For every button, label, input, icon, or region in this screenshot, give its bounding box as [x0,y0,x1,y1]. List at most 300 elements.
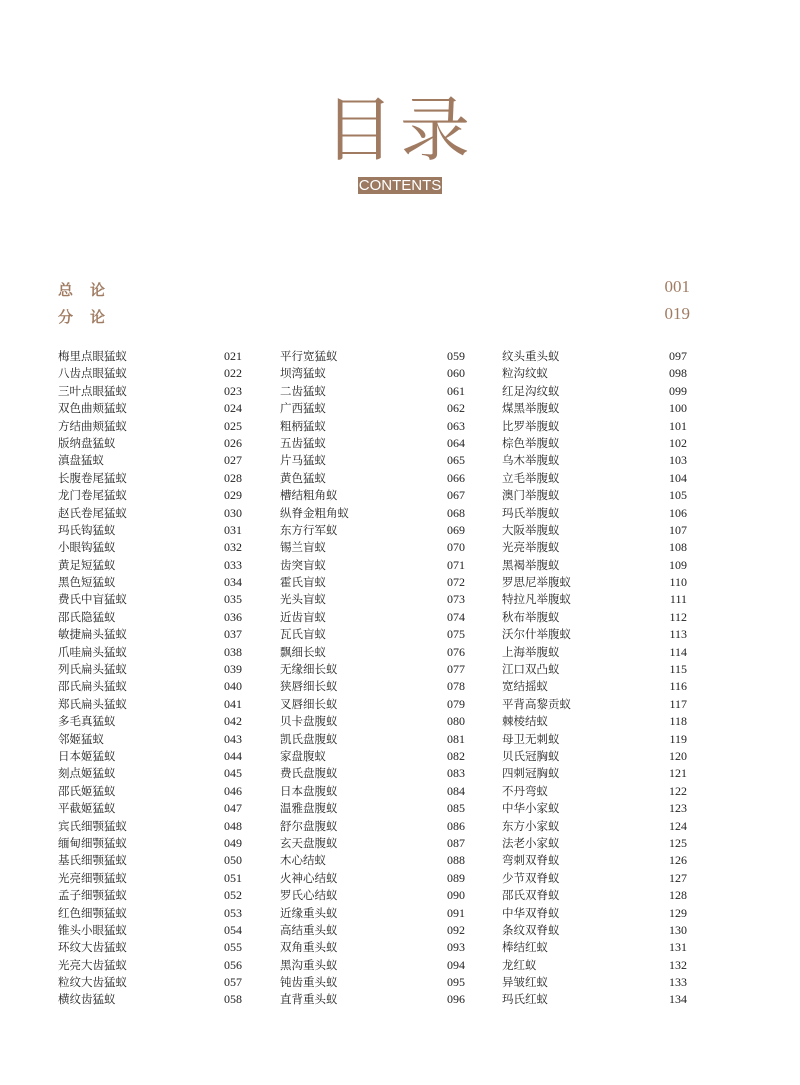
toc-entry-title: 郑氏扁头猛蚁 [58,696,127,711]
toc-entry[interactable] [502,557,687,574]
toc-entry[interactable] [502,731,687,748]
toc-entry-title: 瓦氏盲蚁 [280,627,326,642]
toc-entry[interactable] [280,696,465,713]
toc-entry-page-number: 133 [669,975,687,990]
toc-entry-page-number: 060 [447,366,465,381]
toc-entry-page-number: 103 [669,453,687,468]
section-label: 总论 [58,281,123,299]
toc-entry-title: 中华小家蚁 [502,801,560,816]
toc-entry-page-number: 089 [447,870,465,885]
toc-entry[interactable] [58,522,242,539]
toc-entry-title: 齿突盲蚁 [280,557,326,572]
toc-entry[interactable] [58,626,242,643]
toc-entry-title: 立毛举腹蚁 [502,470,560,485]
toc-entry-page-number: 059 [447,349,465,363]
section-general[interactable] [58,277,690,301]
toc-entry-title: 列氏扁头猛蚁 [58,662,127,677]
toc-entry[interactable] [280,609,465,626]
toc-entry-title: 不丹弯蚁 [502,783,548,798]
toc-entry-page-number: 130 [669,922,687,937]
toc-entry-title: 高结重头蚁 [280,922,338,937]
toc-entry[interactable] [58,835,242,852]
toc-entry-title: 玛氏红蚁 [502,992,548,1007]
toc-entry-page-number: 124 [669,818,687,833]
toc-entry-title: 缅甸细颚猛蚁 [58,835,127,850]
toc-entry-title: 平行宽猛蚁 [280,349,338,363]
toc-entry[interactable] [58,783,242,800]
toc-entry-title: 东方小家蚁 [502,818,560,833]
toc-entry[interactable] [502,505,687,522]
toc-entry-title: 黑褐举腹蚁 [502,557,560,572]
toc-entry-page-number: 028 [224,470,242,485]
toc-entry[interactable] [280,870,465,887]
toc-entry[interactable] [280,470,465,487]
toc-entry[interactable] [280,818,465,835]
toc-entry[interactable] [280,939,465,956]
toc-entry-page-number: 064 [447,435,465,450]
toc-entry-title: 锥头小眼猛蚁 [58,922,127,937]
toc-entry-page-number: 102 [669,435,687,450]
toc-entry[interactable] [280,626,465,643]
toc-entry-title: 近缘重头蚁 [280,905,338,920]
toc-entry[interactable] [502,905,687,922]
toc-entry[interactable] [502,644,687,661]
toc-entry-page-number: 072 [447,575,465,590]
toc-entry-title: 长腹卷尾猛蚁 [58,470,127,485]
toc-entry-page-number: 110 [669,575,687,590]
toc-entry[interactable] [502,957,687,974]
toc-entry[interactable] [58,974,242,991]
toc-entry[interactable] [502,400,687,417]
toc-entry-page-number: 127 [669,870,687,885]
toc-entry-title: 纹头重头蚁 [502,349,560,363]
toc-entry[interactable] [280,661,465,678]
toc-entry-title: 五齿猛蚁 [280,435,326,450]
toc-entry[interactable] [280,800,465,817]
toc-entry-page-number: 079 [447,696,465,711]
toc-entry-page-number: 038 [224,644,242,659]
toc-entry[interactable] [280,713,465,730]
toc-entry-page-number: 113 [669,627,687,642]
toc-entry[interactable] [280,731,465,748]
toc-entry-title: 光亮大齿猛蚁 [58,957,127,972]
toc-entry[interactable] [58,800,242,817]
toc-entry[interactable] [502,452,687,469]
toc-entry-page-number: 121 [669,766,687,781]
toc-entry-page-number: 037 [224,627,242,642]
toc-entry-page-number: 108 [669,540,687,555]
toc-entry-title: 费氏中盲猛蚁 [58,592,127,607]
toc-entry[interactable] [58,348,242,365]
toc-entry[interactable] [502,435,687,452]
toc-entry-title: 光亮细颚猛蚁 [58,870,127,885]
toc-entry[interactable] [502,696,687,713]
toc-entry-page-number: 090 [447,888,465,903]
toc-entry[interactable] [502,661,687,678]
toc-entry-title: 黑沟重头蚁 [280,957,338,972]
toc-entry-title: 邵氏隐猛蚁 [58,609,116,624]
toc-entry-title: 邵氏双脊蚁 [502,888,560,903]
toc-entry-title: 火神心结蚁 [280,870,338,885]
toc-entry[interactable] [280,522,465,539]
toc-entry[interactable] [58,765,242,782]
toc-entry-title: 刻点姬猛蚁 [58,766,116,781]
toc-entry-title: 上海举腹蚁 [502,644,560,659]
toc-entry-page-number: 065 [447,453,465,468]
toc-entry-page-number: 055 [224,940,242,955]
toc-entry-page-number: 052 [224,888,242,903]
toc-column-2 [280,348,465,1009]
toc-entry-page-number: 109 [669,557,687,572]
toc-entry-title: 少节双脊蚁 [502,870,560,885]
toc-entry[interactable] [58,661,242,678]
toc-entry[interactable] [58,713,242,730]
toc-entry-title: 中华双脊蚁 [502,905,560,920]
toc-entry-page-number: 039 [224,662,242,677]
toc-entry-title: 叉唇细长蚁 [280,696,338,711]
toc-entry-title: 条纹双脊蚁 [502,922,560,937]
toc-entry[interactable] [502,991,687,1008]
toc-entry[interactable] [58,922,242,939]
toc-entry[interactable] [502,487,687,504]
toc-entry[interactable] [502,887,687,904]
toc-entry-title: 日本姬猛蚁 [58,748,116,763]
toc-entry-page-number: 100 [669,401,687,416]
toc-entry[interactable] [280,365,465,382]
toc-entry-page-number: 083 [447,766,465,781]
toc-entry-title: 贝氏冠胸蚁 [502,748,560,763]
toc-column-1 [58,348,242,1009]
toc-entry[interactable] [280,591,465,608]
toc-entry-title: 红色细颚猛蚁 [58,905,127,920]
toc-entry-title: 基氏细颚猛蚁 [58,853,127,868]
toc-entry-page-number: 025 [224,418,242,433]
toc-entry-title: 广西猛蚁 [280,401,326,416]
toc-entry[interactable] [502,591,687,608]
toc-entry-page-number: 023 [224,383,242,398]
toc-entry[interactable] [280,957,465,974]
toc-entry[interactable] [280,644,465,661]
toc-entry-page-number: 091 [447,905,465,920]
toc-entry-page-number: 125 [669,835,687,850]
toc-column-3 [502,348,687,1009]
toc-entry[interactable] [58,365,242,382]
toc-entry-page-number: 123 [669,801,687,816]
toc-entry-title: 棕色举腹蚁 [502,435,560,450]
toc-entry-page-number: 086 [447,818,465,833]
toc-entry-title: 澳门举腹蚁 [502,488,560,503]
toc-entry-title: 爪哇扁头猛蚁 [58,644,127,659]
toc-entry[interactable] [502,852,687,869]
toc-entry-page-number: 117 [669,696,687,711]
toc-entry-title: 特拉凡举腹蚁 [502,592,571,607]
toc-entry-page-number: 107 [669,522,687,537]
toc-entry-page-number: 030 [224,505,242,520]
toc-entry-title: 玛氏钩猛蚁 [58,522,116,537]
toc-entry-title: 方结曲颊猛蚁 [58,418,127,433]
toc-entry-title: 贝卡盘腹蚁 [280,714,338,729]
toc-entry-page-number: 029 [224,488,242,503]
toc-entry[interactable] [58,644,242,661]
toc-entry-title: 横纹齿猛蚁 [58,992,116,1007]
toc-entry-title: 邵氏扁头猛蚁 [58,679,127,694]
toc-entry-title: 黄足短猛蚁 [58,557,116,572]
toc-entry-title: 煤黑举腹蚁 [502,401,560,416]
toc-entry-page-number: 085 [447,801,465,816]
toc-entry[interactable] [502,574,687,591]
toc-entry[interactable] [58,957,242,974]
toc-entry-page-number: 047 [224,801,242,816]
toc-entry[interactable] [502,939,687,956]
toc-entry-page-number: 080 [447,714,465,729]
toc-entry[interactable] [280,505,465,522]
toc-entry-page-number: 044 [224,748,242,763]
toc-entry[interactable] [58,748,242,765]
toc-entry-title: 双角重头蚁 [280,940,338,955]
toc-entry[interactable] [502,522,687,539]
toc-entry[interactable] [280,435,465,452]
toc-entry[interactable] [502,418,687,435]
toc-entry[interactable] [58,678,242,695]
toc-entry-page-number: 070 [447,540,465,555]
toc-entry-page-number: 069 [447,522,465,537]
toc-entry-title: 直背重头蚁 [280,992,338,1007]
toc-entry-page-number: 056 [224,957,242,972]
toc-entry[interactable] [280,557,465,574]
toc-entry-title: 版纳盘猛蚁 [58,435,116,450]
toc-entry[interactable] [58,557,242,574]
toc-entry-page-number: 081 [447,731,465,746]
toc-entry[interactable] [502,348,687,365]
toc-entry[interactable] [280,783,465,800]
toc-entry-page-number: 120 [669,748,687,763]
section-specific[interactable] [58,304,690,328]
toc-entry-title: 罗氏心结蚁 [280,888,338,903]
toc-entry-title: 梅里点眼猛蚁 [58,349,127,363]
toc-entry[interactable] [502,835,687,852]
toc-entry[interactable] [280,905,465,922]
toc-entry[interactable] [280,991,465,1008]
toc-entry-page-number: 026 [224,435,242,450]
toc-entry-title: 小眼钩猛蚁 [58,540,116,555]
toc-entry-page-number: 045 [224,766,242,781]
toc-entry[interactable] [502,383,687,400]
toc-entry-page-number: 034 [224,575,242,590]
toc-entry-title: 费氏盘腹蚁 [280,766,338,781]
toc-entry-title: 龙红蚁 [502,957,537,972]
toc-entry-page-number: 053 [224,905,242,920]
toc-entry-page-number: 111 [669,592,687,607]
toc-entry[interactable] [58,852,242,869]
toc-entry-title: 宾氏细颚猛蚁 [58,818,127,833]
toc-entry-title: 龙门卷尾猛蚁 [58,488,127,503]
toc-entry-page-number: 049 [224,835,242,850]
toc-entry-page-number: 074 [447,609,465,624]
toc-entry-title: 棒结红蚁 [502,940,548,955]
toc-entry-page-number: 061 [447,383,465,398]
toc-entry[interactable] [58,383,242,400]
toc-entry[interactable] [58,400,242,417]
toc-entry-page-number: 097 [669,349,687,363]
toc-entry-title: 片马猛蚁 [280,453,326,468]
toc-entry-title: 飘细长蚁 [280,644,326,659]
toc-entry[interactable] [502,470,687,487]
toc-entry[interactable] [280,678,465,695]
toc-entry-title: 日本盘腹蚁 [280,783,338,798]
toc-entry-page-number: 105 [669,488,687,503]
toc-entry-title: 母卫无刺蚁 [502,731,560,746]
toc-entry-title: 大阪举腹蚁 [502,522,560,537]
toc-entry-title: 弯刺双脊蚁 [502,853,560,868]
toc-entry-page-number: 129 [669,905,687,920]
toc-entry-page-number: 128 [669,888,687,903]
toc-entry[interactable] [502,713,687,730]
toc-entry-title: 无缘细长蚁 [280,662,338,677]
toc-entry-page-number: 035 [224,592,242,607]
toc-entry[interactable] [58,905,242,922]
toc-entry[interactable] [58,452,242,469]
toc-entry[interactable] [58,887,242,904]
toc-entry[interactable] [280,748,465,765]
toc-entry-page-number: 071 [447,557,465,572]
toc-entry-title: 罗思尼举腹蚁 [502,575,571,590]
toc-entry[interactable] [280,348,465,365]
toc-entry-title: 平截姬猛蚁 [58,801,116,816]
toc-entry[interactable] [58,991,242,1008]
toc-entry[interactable] [502,609,687,626]
toc-entry-page-number: 054 [224,922,242,937]
toc-entry[interactable] [58,696,242,713]
toc-entry-title: 凯氏盘腹蚁 [280,731,338,746]
section-page-number: 019 [664,304,690,323]
toc-entry-title: 光亮举腹蚁 [502,540,560,555]
toc-entry[interactable] [502,922,687,939]
toc-entry-page-number: 027 [224,453,242,468]
toc-entry[interactable] [58,470,242,487]
toc-entry[interactable] [502,678,687,695]
toc-entry[interactable] [502,765,687,782]
toc-entry-page-number: 041 [224,696,242,711]
toc-entry-page-number: 067 [447,488,465,503]
toc-entry[interactable] [58,418,242,435]
page-title: 目录 [324,89,476,171]
toc-entry[interactable] [280,452,465,469]
toc-entry[interactable] [502,783,687,800]
toc-entry-page-number: 092 [447,922,465,937]
toc-entry[interactable] [502,818,687,835]
toc-entry-page-number: 096 [447,992,465,1007]
toc-entry-page-number: 078 [447,679,465,694]
toc-entry[interactable] [502,626,687,643]
toc-entry-title: 槽结粗角蚁 [280,488,338,503]
toc-entry[interactable] [280,974,465,991]
toc-entry[interactable] [280,887,465,904]
toc-entry[interactable] [58,539,242,556]
toc-entry-title: 光头盲蚁 [280,592,326,607]
toc-entry-title: 粗柄猛蚁 [280,418,326,433]
toc-entry[interactable] [280,539,465,556]
toc-entry-title: 家盘腹蚁 [280,748,326,763]
toc-entry[interactable] [58,731,242,748]
toc-entry[interactable] [58,487,242,504]
toc-entry[interactable] [502,974,687,991]
toc-entry-title: 多毛真猛蚁 [58,714,116,729]
toc-entry[interactable] [280,574,465,591]
toc-entry[interactable] [280,835,465,852]
toc-entry[interactable] [280,922,465,939]
toc-entry-title: 异皱红蚁 [502,975,548,990]
toc-entry-page-number: 033 [224,557,242,572]
toc-entry-title: 黄色猛蚁 [280,470,326,485]
toc-entry-title: 二齿猛蚁 [280,383,326,398]
toc-entry-page-number: 114 [669,644,687,659]
toc-entry-page-number: 134 [669,992,687,1007]
toc-entry-page-number: 084 [447,783,465,798]
toc-entry[interactable] [58,818,242,835]
toc-entry[interactable] [58,435,242,452]
toc-entry[interactable] [280,765,465,782]
toc-entry[interactable] [502,800,687,817]
toc-entry[interactable] [280,852,465,869]
toc-entry[interactable] [58,574,242,591]
toc-entry[interactable] [280,383,465,400]
toc-entry-page-number: 132 [669,957,687,972]
toc-entry-title: 纵脊金粗角蚁 [280,505,349,520]
toc-entry-page-number: 042 [224,714,242,729]
toc-entry[interactable] [58,505,242,522]
toc-entry-page-number: 076 [447,644,465,659]
toc-entry[interactable] [58,870,242,887]
toc-entry[interactable] [280,418,465,435]
toc-entry[interactable] [502,870,687,887]
toc-entry[interactable] [58,591,242,608]
toc-entry-title: 东方行军蚁 [280,522,338,537]
toc-entry-title: 四刺冠胸蚁 [502,766,560,781]
toc-entry-title: 木心结蚁 [280,853,326,868]
toc-entry-page-number: 112 [669,609,687,624]
toc-entry-page-number: 021 [224,349,242,363]
toc-entry-page-number: 050 [224,853,242,868]
toc-entry-page-number: 131 [669,940,687,955]
toc-entry[interactable] [502,365,687,382]
toc-entry[interactable] [280,487,465,504]
toc-entry-page-number: 098 [669,366,687,381]
toc-entry-title: 棘棱结蚁 [502,714,548,729]
toc-entry-page-number: 082 [447,748,465,763]
toc-entry-page-number: 104 [669,470,687,485]
toc-entry[interactable] [280,400,465,417]
toc-entry[interactable] [502,748,687,765]
toc-entry-page-number: 094 [447,957,465,972]
toc-entry-title: 邵氏姬猛蚁 [58,783,116,798]
toc-entry[interactable] [58,609,242,626]
toc-entry-title: 玛氏举腹蚁 [502,505,560,520]
toc-entry-page-number: 066 [447,470,465,485]
toc-entry-page-number: 073 [447,592,465,607]
toc-entry-page-number: 024 [224,401,242,416]
toc-entry-title: 近齿盲蚁 [280,609,326,624]
toc-entry[interactable] [502,539,687,556]
toc-entry-title: 法老小家蚁 [502,835,560,850]
toc-entry-page-number: 063 [447,418,465,433]
toc-entry-page-number: 122 [669,783,687,798]
toc-entry-page-number: 093 [447,940,465,955]
toc-entry-title: 温雅盘腹蚁 [280,801,338,816]
toc-entry-page-number: 118 [669,714,687,729]
toc-entry-title: 双色曲颊猛蚁 [58,401,127,416]
toc-entry-title: 霍氏盲蚁 [280,575,326,590]
toc-entry[interactable] [58,939,242,956]
